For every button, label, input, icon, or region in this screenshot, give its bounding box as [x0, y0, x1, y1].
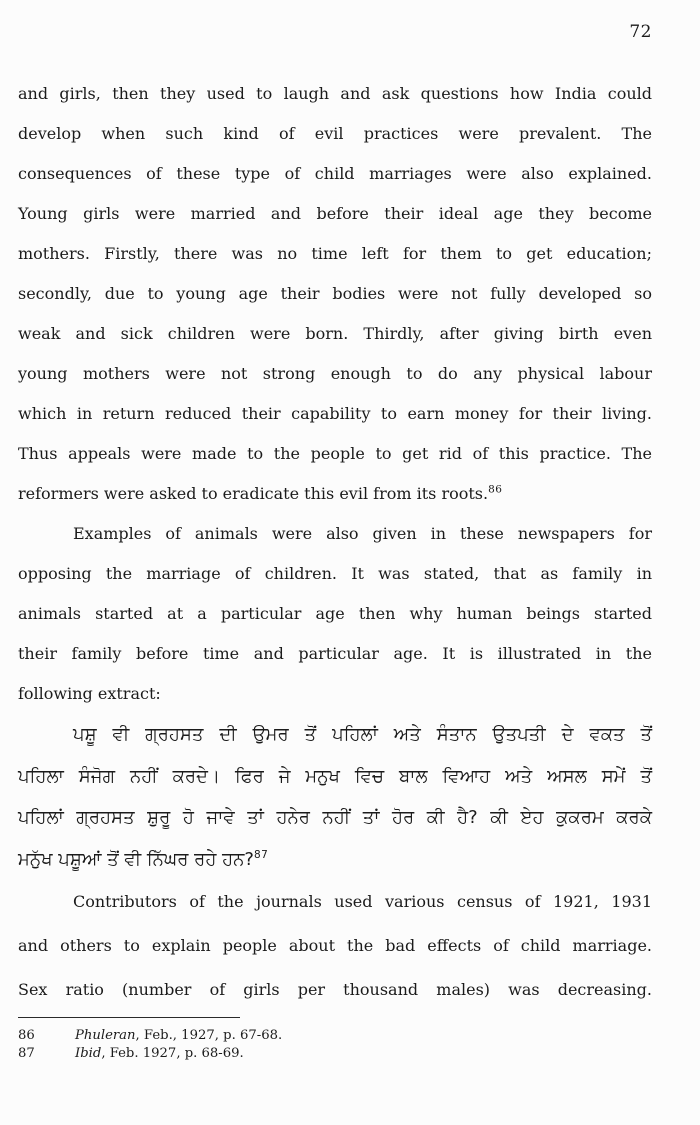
footnote-separator — [18, 1017, 240, 1018]
footnote-row — [18, 1045, 652, 1063]
text-line: mothers. Firstly, there was no time left for them to get education; — [18, 244, 652, 263]
footnote-source-title: Ibid — [75, 1045, 102, 1061]
text-line: opposing the marriage of children. It was stated, that as family in — [18, 564, 652, 583]
text-line: develop when such kind of evil practices were prevalent. The — [18, 124, 652, 143]
text-line: reformers were asked to eradicate this evil from its roots.$^{86}$ — [18, 483, 503, 503]
text-line: ਪਸ਼ੂ ਵੀ ਗ੍ਰਹਸਤ ਦੀ ਉਮਰ ਤੋਂ ਪਹਿਲਾਂ ਅਤੇ ਸੰਤਾਨ ਉਤਪਤੀ ਦੇ ਵਕਤ ਤੋਂ — [73, 724, 652, 745]
text-line: and others to explain people about the bad effects of child marriage. — [18, 936, 652, 955]
text-line: secondly, due to young age their bodies were not fully developed so — [18, 284, 652, 303]
paragraph-punjabi-extract — [18, 714, 652, 880]
text-line: Young girls were married and before their ideal age they become — [18, 204, 652, 223]
paragraph-child-marriage-consequences — [18, 74, 652, 514]
page-body-text — [18, 74, 652, 1012]
text-line: animals started at a particular age then why human beings started — [18, 604, 652, 623]
text-line: Thus appeals were made to the people to get rid of this practice. The — [18, 444, 652, 463]
footnote-reference: 86 — [488, 483, 503, 496]
text-line: and girls, then they used to laugh and ask questions how India could — [18, 84, 652, 103]
footnote-number: 87 — [18, 1045, 35, 1061]
footnote-number: 86 — [18, 1028, 35, 1043]
text-line: following extract: — [18, 684, 161, 703]
paragraph-animal-examples — [18, 514, 652, 714]
footnote-text: Phuleran, Feb., 1927, p. 67-68. — [75, 1028, 283, 1043]
footnotes — [18, 1027, 652, 1062]
footnote-source-title: Phuleran — [75, 1028, 136, 1043]
text-line: ਪਹਿਲਾ ਸੰਜੋਗ ਨਹੀਂ ਕਰਦੇ। ਫਿਰ ਜੇ ਮਨੁਖ ਵਿਚ ਬਾਲ ਵਿਆਹ ਅਤੇ ਅਸਲ ਸਮੇਂ ਤੋਂ — [18, 765, 652, 787]
text-line: Examples of animals were also given in these newspapers for — [73, 524, 652, 543]
page-number: 72 — [629, 22, 652, 42]
text-line: young mothers were not strong enough to do any physical labour — [18, 364, 652, 383]
text-line: ਮਨੁੱਖ ਪਸ਼ੂਆਂ ਤੋਂ ਵੀ ਨਿੱਘਰ ਰਹੇ ਹਨ?$^{87}$ — [18, 848, 269, 870]
text-line: consequences of these type of child marriages were also explained. — [18, 164, 652, 183]
text-line: their family before time and particular age. It is illustrated in the — [18, 644, 652, 663]
text-line: ਪਹਿਲਾਂ ਗ੍ਰਹਸਤ ਸ਼ੁਰੂ ਹੋ ਜਾਵੇ ਤਾਂ ਹਨੇਰ ਨਹੀਂ ਤਾਂ ਹੋਰ ਕੀ ਹੈ? ਕੀ ਏਹ ਕੁਕਰਮ ਕਰਕੇ — [18, 807, 652, 828]
text-line: Sex ratio (number of girls per thousand males) was decreasing. — [18, 980, 652, 999]
text-line: which in return reduced their capability to earn money for their living. — [18, 404, 652, 423]
text-line: Contributors of the journals used various census of 1921, 1931 — [73, 892, 652, 911]
footnote-reference: 87 — [253, 848, 269, 861]
paragraph-census-sex-ratio — [18, 880, 652, 1012]
text-line: weak and sick children were born. Thirdly, after giving birth even — [18, 324, 652, 343]
footnote-row — [18, 1027, 652, 1045]
footnote-text: Ibid, Feb. 1927, p. 68-69. — [75, 1045, 244, 1061]
